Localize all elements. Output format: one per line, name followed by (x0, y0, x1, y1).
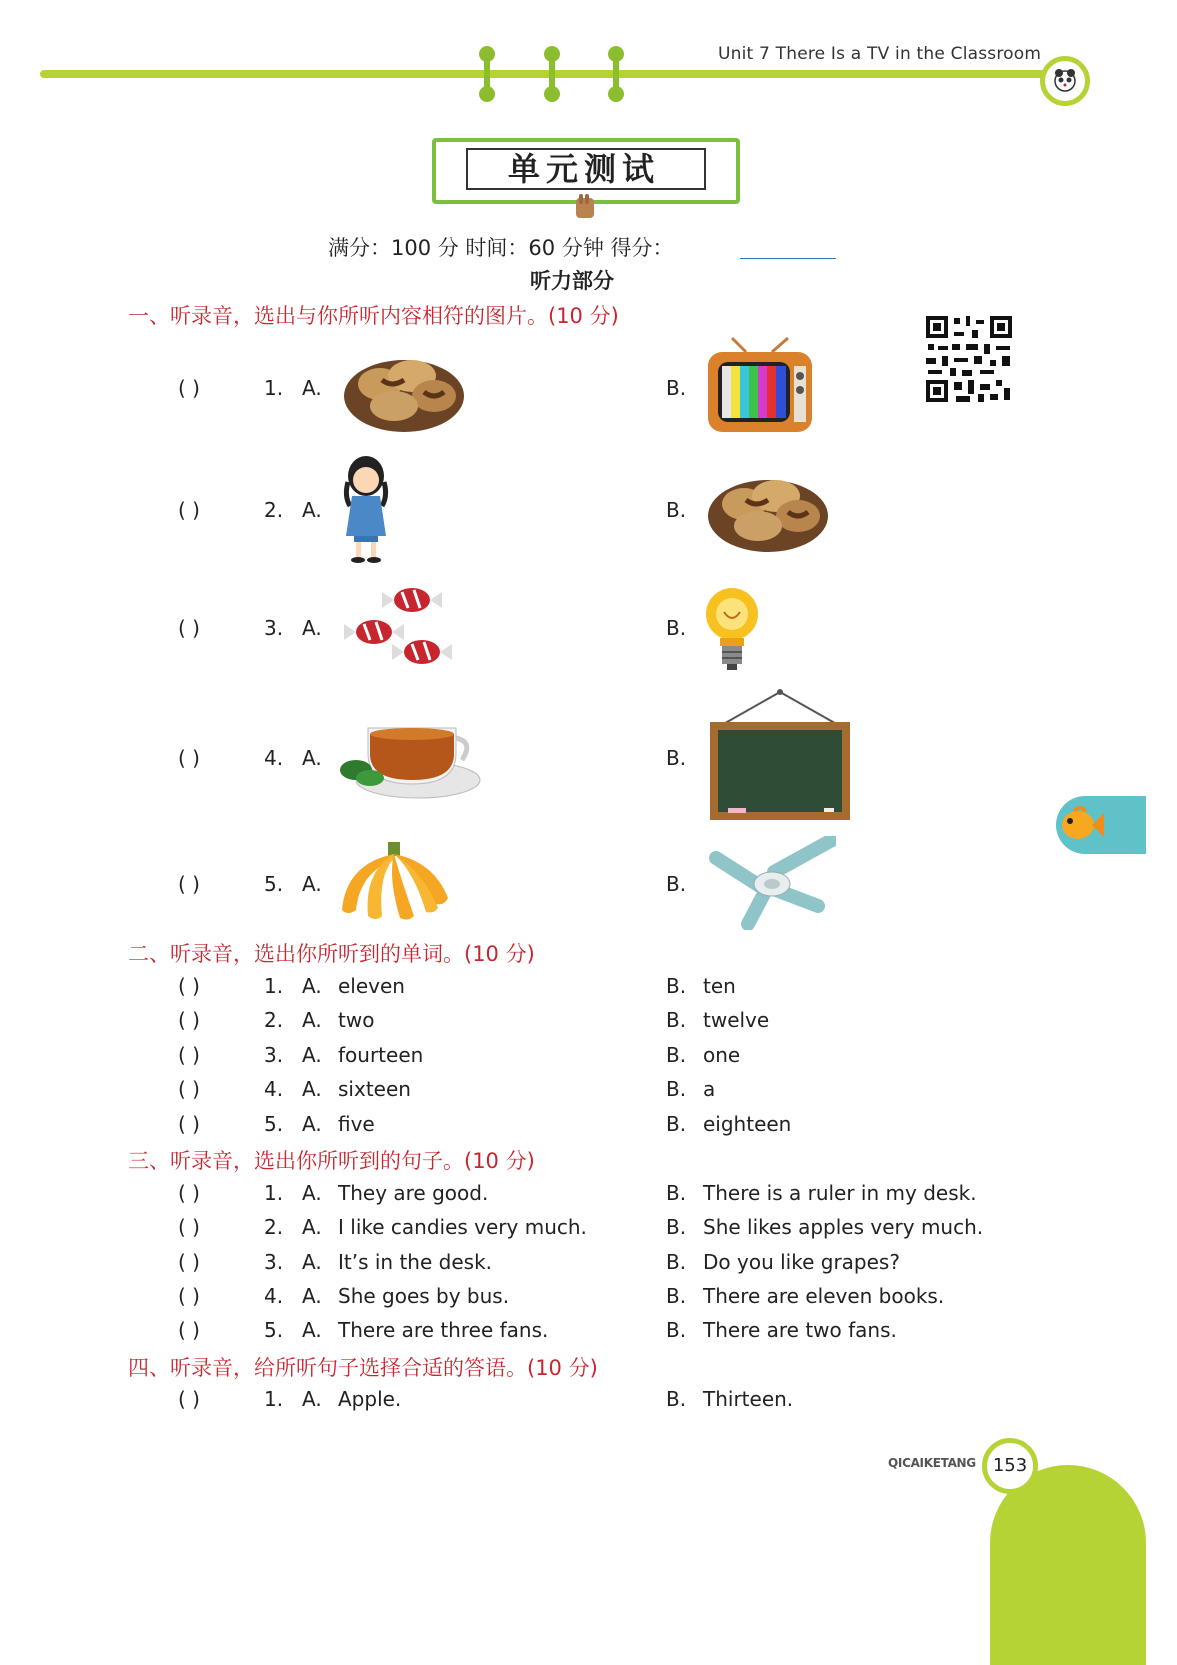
goldfish-icon (1056, 803, 1106, 847)
option-a-text: two (338, 1008, 375, 1032)
option-b-text: She likes apples very much. (703, 1215, 984, 1239)
question-number: 1. (264, 974, 284, 998)
option-b-label: B. (666, 376, 687, 400)
answer-blank[interactable]: ( ) (178, 376, 200, 400)
answer-blank[interactable]: ( ) (178, 1112, 200, 1136)
answer-blank[interactable]: ( ) (178, 498, 200, 522)
option-b-label: B. (666, 1250, 687, 1274)
score-blank[interactable] (740, 258, 836, 259)
option-a-label: A. (302, 1250, 322, 1274)
option-b-label: B. (666, 872, 687, 896)
unit-title: Unit 7 There Is a TV in the Classroom (718, 44, 1042, 64)
option-b-text: There are two fans. (703, 1318, 897, 1342)
question-number: 5. (264, 872, 284, 896)
light-bulb-image (702, 582, 762, 678)
option-a-text: five (338, 1112, 375, 1136)
blackboard-image (706, 688, 854, 824)
page-title: 单元测试 (507, 150, 660, 188)
question-number: 2. (264, 1215, 284, 1239)
option-a-label: A. (302, 1043, 322, 1067)
bananas-image (336, 838, 454, 924)
answer-blank[interactable]: ( ) (178, 746, 200, 770)
option-a-label: A. (302, 1215, 322, 1239)
hand-icon (570, 192, 600, 222)
question-number: 5. (264, 1318, 284, 1342)
option-a-label: A. (302, 1112, 322, 1136)
option-b-label: B. (666, 1284, 687, 1308)
option-a-text: It’s in the desk. (338, 1250, 493, 1274)
question-number: 3. (264, 616, 284, 640)
option-b-label: B. (666, 1318, 687, 1342)
option-a-label: A. (302, 1387, 322, 1411)
option-b-label: B. (666, 1181, 687, 1205)
option-a-label: A. (302, 1318, 322, 1342)
option-a-text: There are three fans. (338, 1318, 549, 1342)
option-a-label: A. (302, 616, 322, 640)
option-a-label: A. (302, 872, 322, 896)
option-a-label: A. (302, 1181, 322, 1205)
candies-image (338, 582, 460, 674)
answer-blank[interactable]: ( ) (178, 1215, 200, 1239)
side-tab (1056, 796, 1146, 854)
option-b-label: B. (666, 498, 687, 522)
option-a-label: A. (302, 1284, 322, 1308)
footer-brand: QICAIKETANG (888, 1456, 976, 1470)
option-b-label: B. (666, 1387, 687, 1411)
option-a-label: A. (302, 376, 322, 400)
answer-blank[interactable]: ( ) (178, 1043, 200, 1067)
option-a-text: Apple. (338, 1387, 402, 1411)
question-number: 3. (264, 1250, 284, 1274)
option-b-text: eighteen (703, 1112, 792, 1136)
question-number: 3. (264, 1043, 284, 1067)
option-b-text: Do you like grapes? (703, 1250, 900, 1274)
tea-cup-image (336, 708, 484, 804)
option-b-label: B. (666, 1112, 687, 1136)
option-b-label: B. (666, 1043, 687, 1067)
ceiling-fan-image (706, 836, 836, 930)
question-number: 1. (264, 376, 284, 400)
option-a-label: A. (302, 1008, 322, 1032)
section-1-heading: 一、听录音，选出与你所听内容相符的图片。(10 分) (128, 304, 619, 328)
answer-blank[interactable]: ( ) (178, 1077, 200, 1101)
option-b-text: There is a ruler in my desk. (703, 1181, 977, 1205)
option-b-text: ten (703, 974, 736, 998)
option-b-text: twelve (703, 1008, 770, 1032)
corner-decoration (990, 1465, 1146, 1665)
question-number: 1. (264, 1387, 284, 1411)
section-3-heading: 三、听录音，选出你所听到的句子。(10 分) (128, 1149, 535, 1173)
option-a-text: fourteen (338, 1043, 424, 1067)
panda-badge-icon (1040, 56, 1090, 106)
listening-label: 听力部分 (530, 269, 614, 293)
answer-blank[interactable]: ( ) (178, 616, 200, 640)
option-b-text: one (703, 1043, 741, 1067)
question-number: 4. (264, 746, 284, 770)
section-4-heading: 四、听录音，给所听句子选择合适的答语。(10 分) (128, 1356, 598, 1380)
answer-blank[interactable]: ( ) (178, 1318, 200, 1342)
option-a-text: They are good. (338, 1181, 489, 1205)
binder-ring-icon (484, 52, 490, 96)
question-number: 2. (264, 498, 284, 522)
option-b-label: B. (666, 974, 687, 998)
option-b-label: B. (666, 616, 687, 640)
section-2-heading: 二、听录音，选出你所听到的单词。(10 分) (128, 942, 535, 966)
answer-blank[interactable]: ( ) (178, 872, 200, 896)
answer-blank[interactable]: ( ) (178, 1181, 200, 1205)
option-a-text: eleven (338, 974, 405, 998)
question-number: 4. (264, 1077, 284, 1101)
page-number: 153 (982, 1438, 1038, 1494)
answer-blank[interactable]: ( ) (178, 1250, 200, 1274)
option-b-text: a (703, 1077, 716, 1101)
option-a-label: A. (302, 746, 322, 770)
option-b-label: B. (666, 1008, 687, 1032)
question-number: 5. (264, 1112, 284, 1136)
option-a-text: I like candies very much. (338, 1215, 587, 1239)
cookies-image (706, 460, 830, 556)
question-number: 2. (264, 1008, 284, 1032)
tv-image (706, 336, 814, 440)
answer-blank[interactable]: ( ) (178, 1387, 200, 1411)
answer-blank[interactable]: ( ) (178, 1284, 200, 1308)
option-b-text: There are eleven books. (703, 1284, 945, 1308)
binder-ring-icon (549, 52, 555, 96)
option-b-label: B. (666, 1215, 687, 1239)
question-number: 4. (264, 1284, 284, 1308)
answer-blank[interactable]: ( ) (178, 1008, 200, 1032)
cookies-image (342, 340, 466, 436)
option-b-label: B. (666, 746, 687, 770)
qr-code-icon (924, 314, 1014, 404)
header-rule (40, 70, 1050, 78)
option-b-text: Thirteen. (703, 1387, 794, 1411)
girl-image (334, 452, 398, 568)
option-a-label: A. (302, 1077, 322, 1101)
score-info: 满分：100 分 时间：60 分钟 得分： (328, 236, 674, 260)
option-a-text: sixteen (338, 1077, 411, 1101)
option-a-text: She goes by bus. (338, 1284, 510, 1308)
option-a-label: A. (302, 974, 322, 998)
answer-blank[interactable]: ( ) (178, 974, 200, 998)
option-a-label: A. (302, 498, 322, 522)
binder-ring-icon (613, 52, 619, 96)
question-number: 1. (264, 1181, 284, 1205)
option-b-label: B. (666, 1077, 687, 1101)
